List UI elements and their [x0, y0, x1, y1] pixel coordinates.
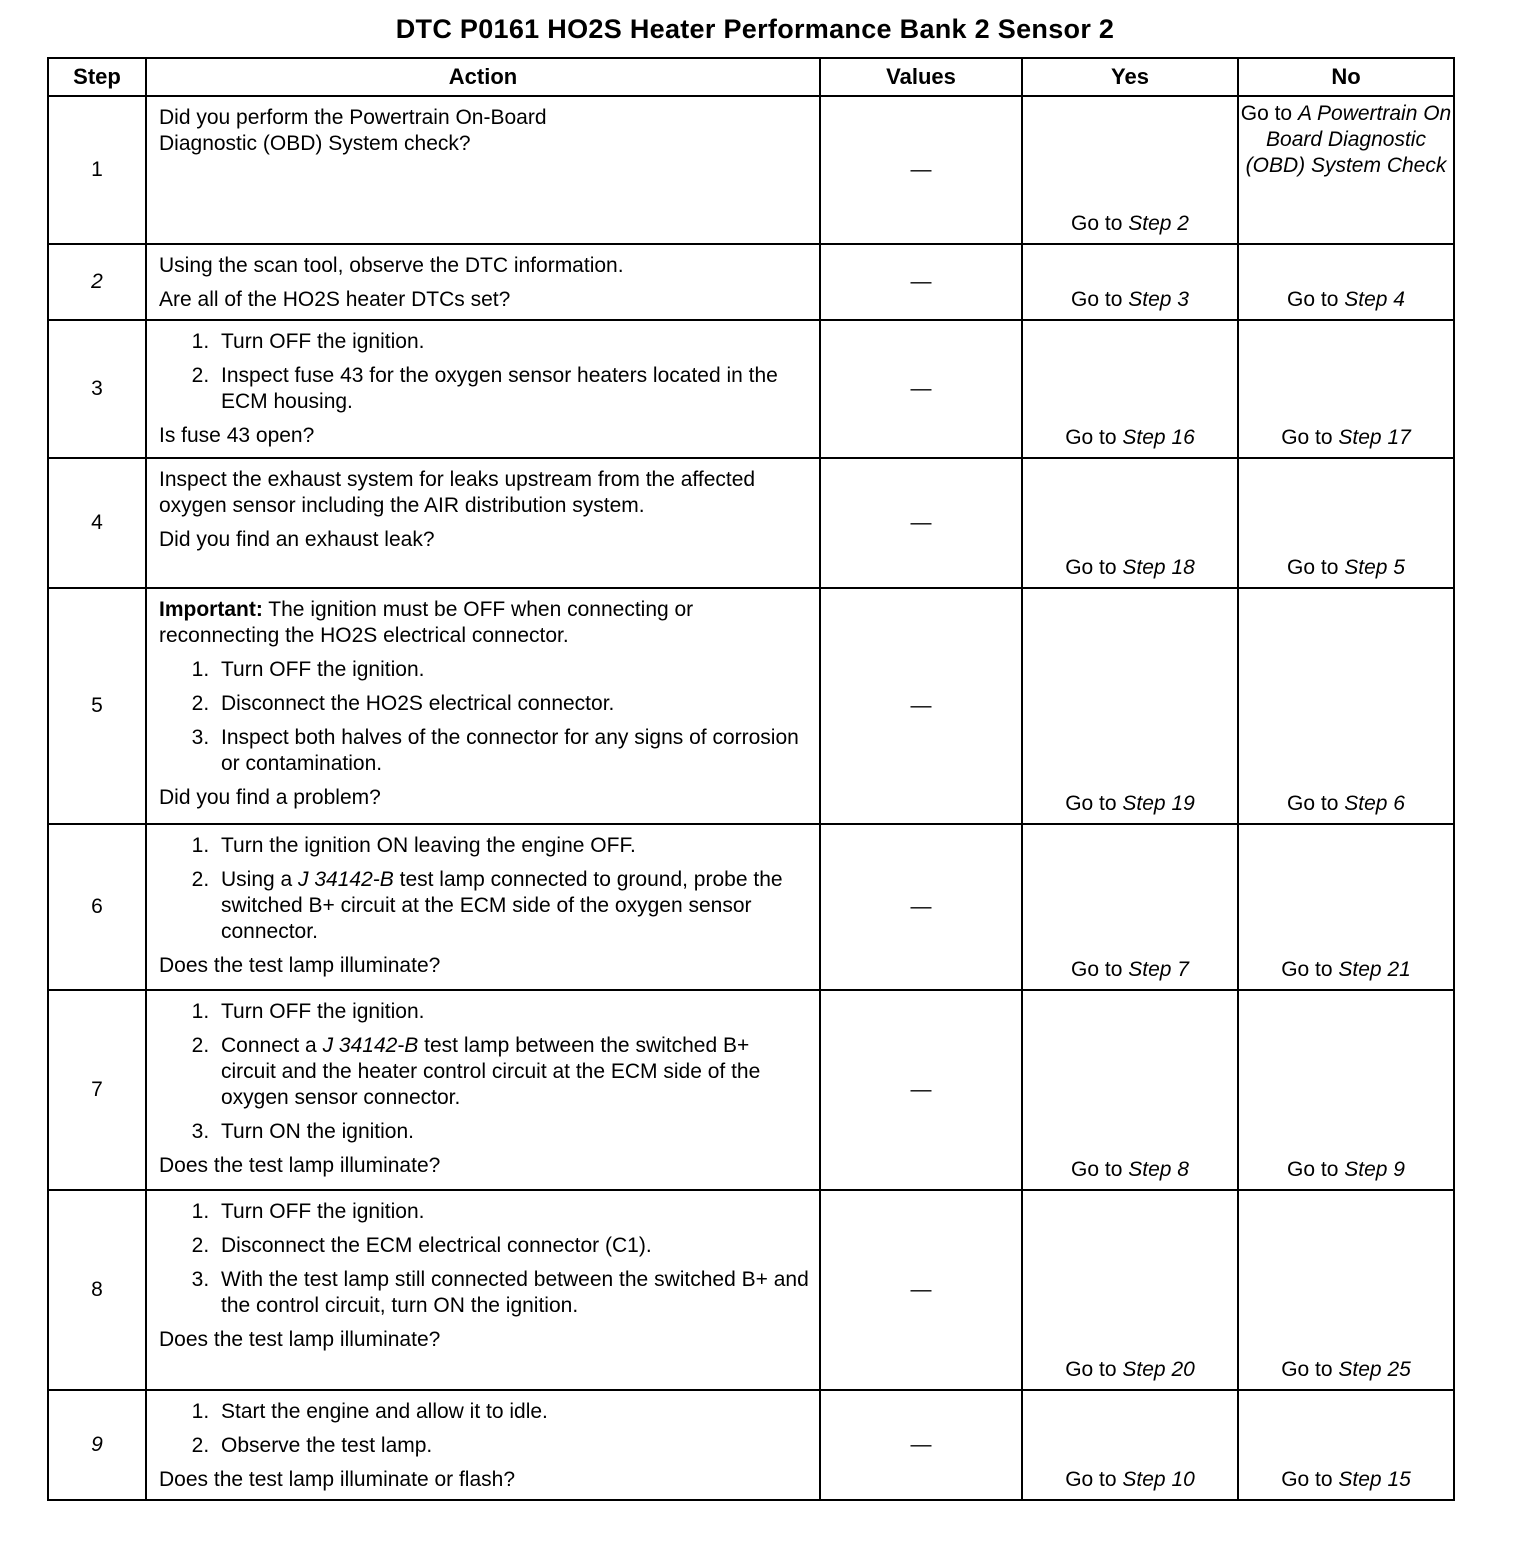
action-step: 2. Disconnect the ECM electrical connector (C1).: [215, 1233, 809, 1259]
go-to-label: Go to: [1065, 1468, 1117, 1491]
action-steps: [159, 999, 809, 1145]
diagnostic-table: [47, 57, 1455, 1501]
no-step-link[interactable]: Step 17: [1338, 426, 1411, 449]
go-to-label: Go to: [1281, 1468, 1333, 1491]
step-number: 1: [48, 96, 146, 244]
action-step-text: test lamp connected to ground, probe the switched B+ circuit at the ECM side of the oxygen sensor connector.: [221, 868, 783, 943]
yes-cell: [1022, 320, 1238, 458]
yes-cell: [1022, 1190, 1238, 1390]
yes-cell: [1022, 244, 1238, 320]
action-cell: [146, 588, 820, 824]
table-row: [48, 1390, 1454, 1500]
no-cell: [1238, 458, 1454, 588]
table-row: [48, 320, 1454, 458]
no-cell: [1238, 96, 1454, 244]
action-step-text: Connect a: [221, 1034, 317, 1057]
go-to-label: Go to: [1065, 556, 1117, 579]
go-to-label: Go to: [1071, 288, 1123, 311]
action-steps: [159, 657, 809, 777]
value-cell: —: [820, 458, 1022, 588]
action-question: Does the test lamp illuminate?: [159, 1328, 441, 1351]
no-step-link[interactable]: Step 5: [1344, 556, 1405, 579]
step-number: 5: [48, 588, 146, 824]
action-step: 1. Turn OFF the ignition.: [215, 1199, 809, 1225]
yes-cell: [1022, 96, 1238, 244]
action-step: 1. Start the engine and allow it to idle.: [215, 1399, 809, 1425]
no-cell: [1238, 990, 1454, 1190]
action-cell: [146, 990, 820, 1190]
yes-step-link[interactable]: Step 20: [1122, 1358, 1195, 1381]
yes-step-link[interactable]: Step 10: [1122, 1468, 1195, 1491]
yes-step-link[interactable]: Step 18: [1122, 556, 1195, 579]
yes-cell: [1022, 458, 1238, 588]
action-step: 3. Turn ON the ignition.: [215, 1119, 809, 1145]
action-question: Did you find a problem?: [159, 786, 381, 809]
action-step: 2. Inspect fuse 43 for the oxygen sensor heaters located in the ECM housing.: [215, 363, 809, 415]
go-to-label: Go to: [1065, 426, 1117, 449]
yes-step-link[interactable]: Step 16: [1122, 426, 1195, 449]
step-number: 8: [48, 1190, 146, 1390]
action-step: [215, 1033, 809, 1111]
value-cell: —: [820, 1190, 1022, 1390]
no-cell: [1238, 1390, 1454, 1500]
action-step: 2. Disconnect the HO2S electrical connector.: [215, 691, 809, 717]
go-to-label: Go to: [1240, 102, 1293, 125]
action-steps: [159, 833, 809, 945]
action-question: Does the test lamp illuminate?: [159, 954, 441, 977]
yes-cell: [1022, 990, 1238, 1190]
go-to-label: Go to: [1281, 958, 1333, 981]
action-instruction: Inspect the exhaust system for leaks upstream from the affected oxygen sensor including the AIR distribution system.: [159, 468, 756, 517]
important-text: The ignition must be OFF when connecting or reconnecting the HO2S electrical connector.: [159, 598, 694, 647]
header-row: [48, 58, 1454, 96]
no-cell: [1238, 1190, 1454, 1390]
action-steps: [159, 329, 809, 415]
go-to-label: Go to: [1071, 1158, 1123, 1181]
yes-step-link[interactable]: Step 2: [1128, 212, 1189, 235]
yes-cell: [1022, 588, 1238, 824]
action-step: 3. Inspect both halves of the connector for any signs of corrosion or contamination.: [215, 725, 809, 777]
action-question: Did you perform the Powertrain On-Board Diagnostic (OBD) System check?: [159, 106, 547, 155]
important-note: [159, 597, 809, 649]
step-number: 7: [48, 990, 146, 1190]
yes-step-link[interactable]: Step 7: [1128, 958, 1189, 981]
header-values: Values: [820, 58, 1022, 96]
step-number: 6: [48, 824, 146, 990]
action-cell: [146, 320, 820, 458]
page-title: DTC P0161 HO2S Heater Performance Bank 2 Sensor 2: [395, 14, 1115, 44]
step-number: 4: [48, 458, 146, 588]
table-row: [48, 458, 1454, 588]
step-number: 3: [48, 320, 146, 458]
no-step-link[interactable]: Step 25: [1338, 1358, 1411, 1381]
value-cell: —: [820, 96, 1022, 244]
header-no: No: [1238, 58, 1454, 96]
action-question: Did you find an exhaust leak?: [159, 528, 435, 551]
table-row: [48, 588, 1454, 824]
action-step-text: test lamp between the switched B+ circuit and the heater control circuit at the ECM side of the oxygen sensor connector.: [221, 1034, 761, 1109]
action-question: Is fuse 43 open?: [159, 424, 315, 447]
value-cell: —: [820, 824, 1022, 990]
table-row: [48, 96, 1454, 244]
header-yes: Yes: [1022, 58, 1238, 96]
no-step-link[interactable]: Step 21: [1338, 958, 1411, 981]
yes-cell: [1022, 1390, 1238, 1500]
no-procedure-link[interactable]: A Powertrain On Board Diagnostic (OBD) System Check: [1245, 102, 1452, 177]
action-step: [215, 867, 809, 945]
no-cell: [1238, 824, 1454, 990]
go-to-label: Go to: [1065, 1358, 1117, 1381]
action-step-text: Using a: [221, 868, 293, 891]
action-steps: [159, 1399, 809, 1459]
value-cell: —: [820, 990, 1022, 1190]
value-cell: —: [820, 1390, 1022, 1500]
go-to-label: Go to: [1281, 1358, 1333, 1381]
action-cell: [146, 824, 820, 990]
header-action: Action: [146, 58, 820, 96]
yes-step-link[interactable]: Step 19: [1122, 792, 1195, 815]
go-to-label: Go to: [1065, 792, 1117, 815]
action-step: 1. Turn OFF the ignition.: [215, 999, 809, 1025]
action-cell: [146, 458, 820, 588]
action-question: Does the test lamp illuminate?: [159, 1154, 441, 1177]
action-instruction: Using the scan tool, observe the DTC information.: [159, 254, 624, 277]
no-step-link[interactable]: Step 15: [1338, 1468, 1411, 1491]
table-row: [48, 990, 1454, 1190]
value-cell: —: [820, 320, 1022, 458]
step-number: 2: [48, 244, 146, 320]
action-step: 2. Observe the test lamp.: [215, 1433, 809, 1459]
go-to-label: Go to: [1281, 426, 1333, 449]
go-to-label: Go to: [1287, 556, 1339, 579]
go-to-label: Go to: [1287, 288, 1339, 311]
important-label: Important:: [159, 598, 263, 621]
yes-step-link[interactable]: Step 3: [1128, 288, 1189, 311]
no-step-link[interactable]: Step 4: [1344, 288, 1405, 311]
yes-step-link[interactable]: Step 8: [1128, 1158, 1189, 1181]
action-steps: [159, 1199, 809, 1319]
table-row: [48, 244, 1454, 320]
tool-reference: J 34142-B: [298, 868, 394, 891]
tool-reference: J 34142-B: [322, 1034, 419, 1057]
go-to-label: Go to: [1287, 1158, 1339, 1181]
action-step: 1. Turn the ignition ON leaving the engine OFF.: [215, 833, 809, 859]
no-cell: [1238, 588, 1454, 824]
go-to-label: Go to: [1071, 958, 1123, 981]
header-step: Step: [48, 58, 146, 96]
value-cell: —: [820, 244, 1022, 320]
no-cell: [1238, 320, 1454, 458]
action-step: 1. Turn OFF the ignition.: [215, 329, 809, 355]
table-row: [48, 1190, 1454, 1390]
no-cell: [1238, 244, 1454, 320]
action-cell: [146, 1390, 820, 1500]
action-step: 3. With the test lamp still connected between the switched B+ and the control circuit, turn ON the ignition.: [215, 1267, 809, 1319]
action-question: Are all of the HO2S heater DTCs set?: [159, 288, 511, 311]
yes-cell: [1022, 824, 1238, 990]
action-step: 1. Turn OFF the ignition.: [215, 657, 809, 683]
table-row: [48, 824, 1454, 990]
action-cell: [146, 96, 820, 244]
no-step-link[interactable]: Step 9: [1344, 1158, 1405, 1181]
action-question: Does the test lamp illuminate or flash?: [159, 1468, 516, 1491]
no-step-link[interactable]: Step 6: [1344, 792, 1405, 815]
step-number: 9: [48, 1390, 146, 1500]
go-to-label: Go to: [1071, 212, 1123, 235]
action-cell: [146, 1190, 820, 1390]
value-cell: —: [820, 588, 1022, 824]
go-to-label: Go to: [1287, 792, 1339, 815]
action-cell: [146, 244, 820, 320]
